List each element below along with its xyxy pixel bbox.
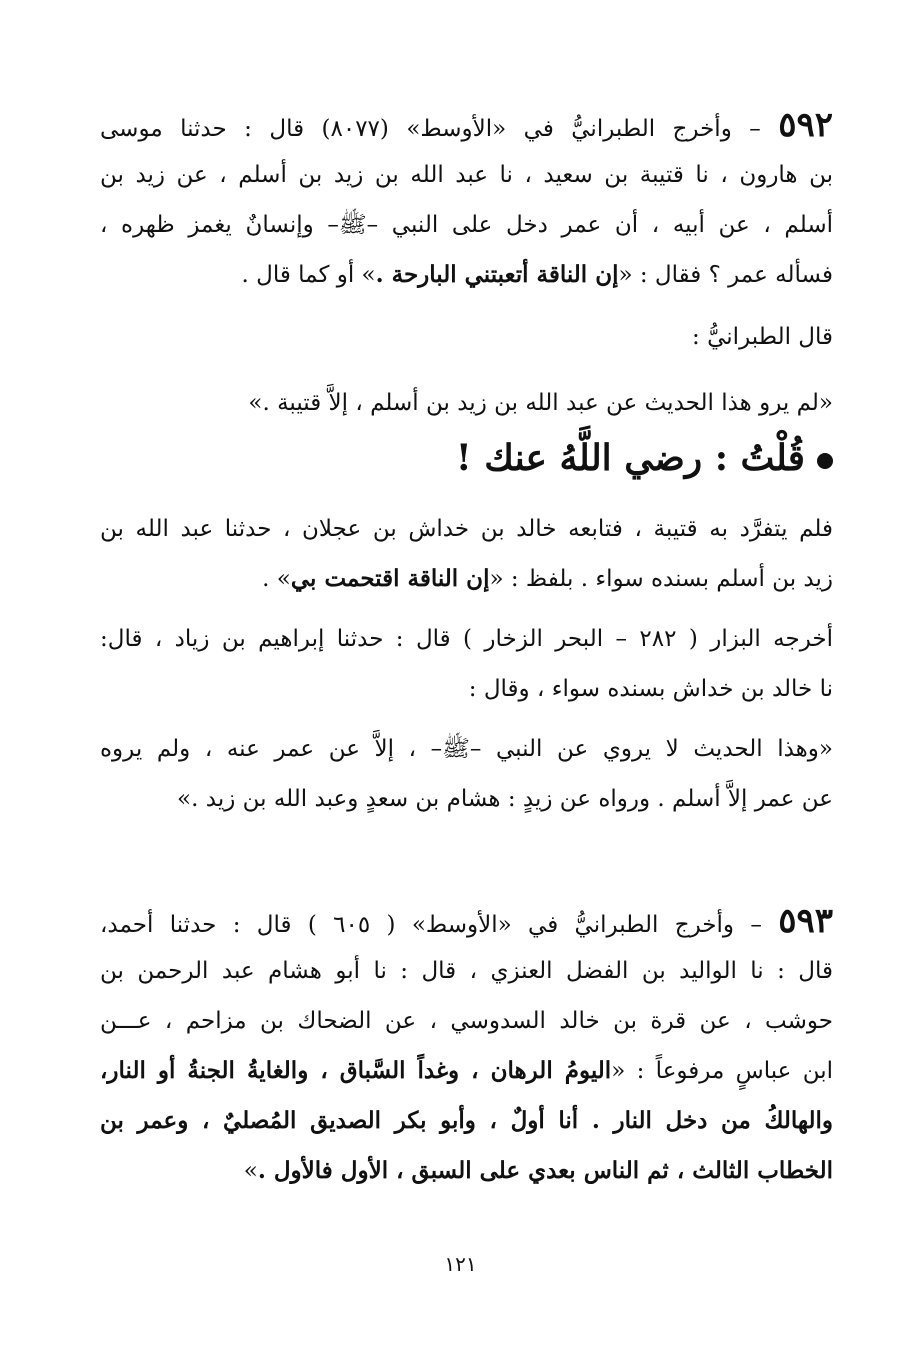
- page-number: ١٢١: [444, 1252, 477, 1276]
- tabarani-comment: [100, 312, 833, 362]
- hadith-592: [100, 100, 833, 300]
- book-page: [100, 0, 833, 1364]
- text-line: حوشب ، عن قرة بن خالد السدوسي ، عن الضحاك بن مزاحم ، عـــن: [100, 1008, 833, 1034]
- text-line: «وهذا الحديث لا يروي عن النبي –ﷺ– ، إلاَّ عن عمر عنه ، ولم يروه: [100, 736, 833, 762]
- text-line: [100, 896, 833, 946]
- text-line: أخرجه البزار ( ٢٨٢ – البحر الزخار ) قال : حدثنا إبراهيم بن زياد ، قال:: [100, 626, 833, 652]
- text-span: » .: [262, 566, 291, 592]
- text-line: [100, 1146, 833, 1196]
- text-line: عن عمر إلاَّ أسلم . ورواه عن زيدٍ : هشام بن سعدٍ وعبد الله بن زيد .»: [177, 786, 833, 812]
- text-line: قال الطبرانيُّ :: [692, 324, 833, 350]
- quoted-text: إن الناقة اقتحمت بي: [290, 565, 490, 592]
- text-line: بن هارون ، نا قتيبة بن سعيد ، نا عبد الله بن زيد بن أسلم ، عن زيد بن: [100, 162, 833, 188]
- hadith-number: ٥٩٢: [778, 105, 833, 145]
- quoted-text: الخطاب الثالث ، ثم الناس بعدي على السبق ، الأول فالأول .: [257, 1157, 833, 1184]
- text-line: [100, 250, 833, 300]
- text-line: أسلم ، عن أبيه ، أن عمر دخل على النبي –ﷺ– وإنسانٌ يغمز ظهره ،: [100, 212, 833, 238]
- text-line: والهالكُ من دخل النار . أنا أولٌ ، وأبو بكر الصديق المُصليٌ ، وعمر بن: [100, 1107, 833, 1134]
- text-line: فلم يتفرَّد به قتيبة ، فتابعه خالد بن خداش بن عجلان ، حدثنا عبد الله بن: [100, 516, 833, 542]
- section-heading: [100, 430, 833, 486]
- bullet-icon: [817, 453, 833, 469]
- paragraph: [100, 614, 833, 714]
- paragraph: [100, 504, 833, 604]
- text-line: «لم يرو هذا الحديث عن عبد الله بن زيد بن أسلم ، إلاَّ قتيبة .»: [248, 390, 833, 416]
- quoted-text: إن الناقة أتعبتني البارحة .: [375, 261, 619, 288]
- heading-text: قُلْتُ : رضي اللَّهُ عنك !: [455, 437, 805, 479]
- quoted-text: اليومُ الرهان ، وغداً السَّباق ، والغايةُ الجنةُ أو النار،: [100, 1057, 612, 1084]
- text-line: نا خالد بن خداش بسنده سواء ، وقال :: [468, 676, 833, 702]
- text-span: زيد بن أسلم بسنده سواء . بلفظ : «: [489, 566, 833, 592]
- paragraph: [100, 724, 833, 824]
- text-line: قال : نا الواليد بن الفضل العنزي ، قال : نا أبو هشام عبد الرحمن بن: [100, 958, 833, 984]
- text-line: [100, 1046, 833, 1096]
- text-span: »: [243, 1158, 258, 1184]
- text-span: فسأله عمر ؟ فقال : «: [618, 262, 833, 288]
- text-span: – وأخرج الطبرانيُّ في «الأوسط» (٨٠٧٧) قال : حدثنا موسى: [100, 116, 761, 142]
- hadith-number: ٥٩٣: [778, 901, 833, 941]
- text-line: [100, 100, 833, 150]
- text-span: ابن عباسٍ مرفوعاً : «: [611, 1058, 833, 1084]
- hadith-593: [100, 896, 833, 1196]
- text-line: [100, 554, 833, 604]
- text-span: – وأخرج الطبرانيُّ في «الأوسط» ( ٦٠٥ ) قال : حدثنا أحمد،: [100, 912, 762, 938]
- text-span: » أو كما قال .: [241, 262, 376, 288]
- tabarani-quote: [100, 378, 833, 428]
